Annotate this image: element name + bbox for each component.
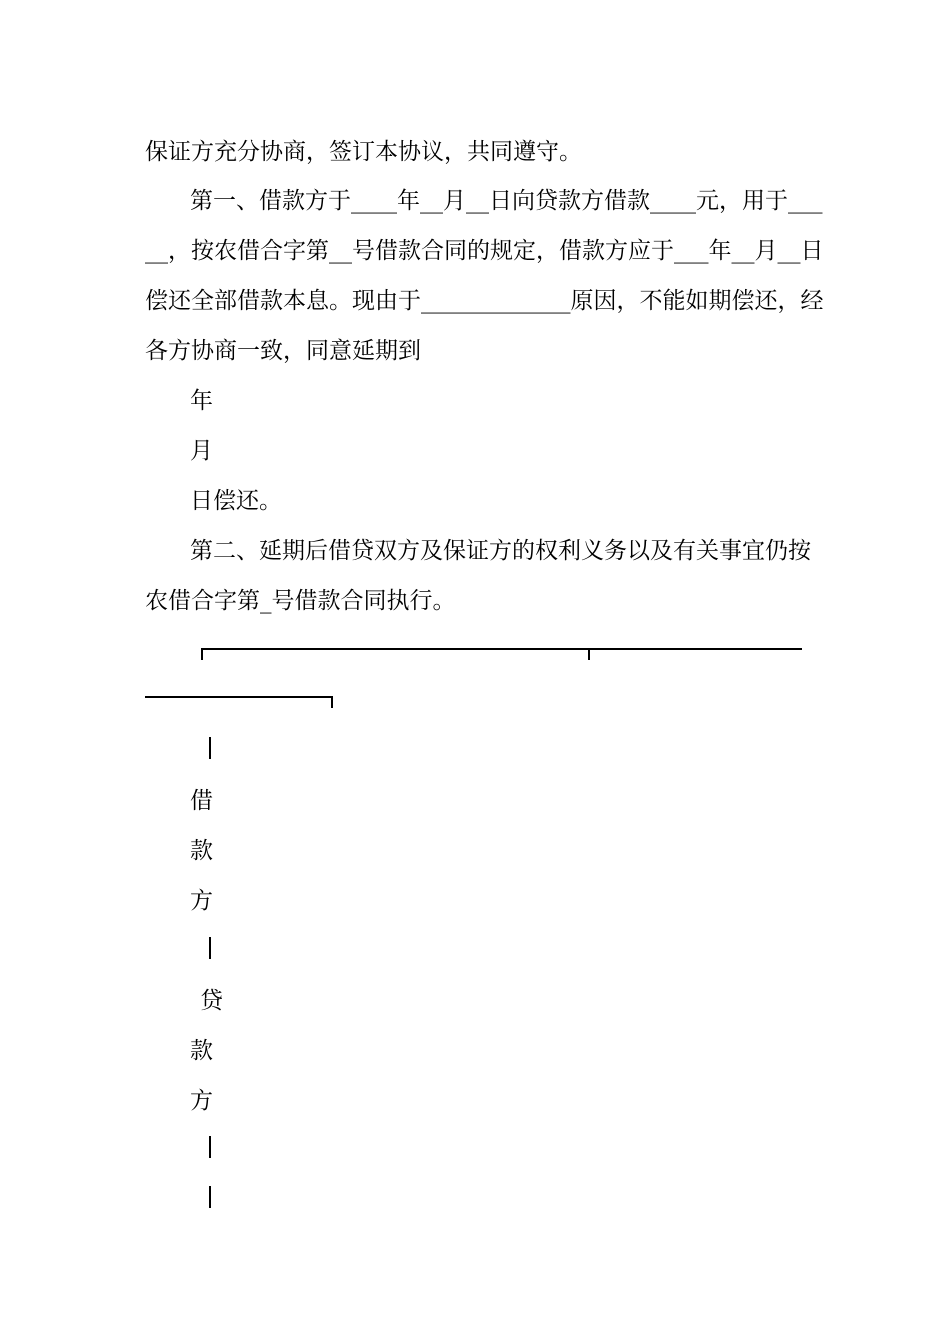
paragraph-line: 第一、借款方于____年__月__日向贷款方借款____元，用于___ — [190, 188, 823, 214]
table-top-rule-continued — [145, 696, 333, 698]
borrower-label-char: 借 — [190, 788, 213, 814]
paragraph-line: 各方协商一致，同意延期到 — [145, 338, 421, 364]
paragraph-line: __，按农借合字第__号借款合同的规定，借款方应于___年__月__日 — [145, 238, 824, 264]
paragraph-line: 偿还全部借款本息。现由于_____________原因，不能如期偿还，经 — [145, 288, 824, 314]
table-corner-right — [331, 696, 333, 708]
table-cell-border — [209, 937, 211, 959]
lender-label-char: 款 — [190, 1038, 213, 1064]
borrower-label-char: 款 — [190, 838, 213, 864]
table-cell-border — [209, 1136, 211, 1158]
table-corner-left — [201, 648, 203, 660]
table-top-rule — [201, 648, 802, 650]
lender-label-char: 方 — [190, 1088, 213, 1114]
table-cell-border — [209, 1186, 211, 1208]
paragraph-line: 月 — [190, 438, 213, 464]
table-cell-border — [209, 737, 211, 759]
borrower-label-char: 方 — [190, 888, 213, 914]
paragraph-line: 保证方充分协商，签订本协议，共同遵守。 — [145, 139, 582, 165]
paragraph-line: 年 — [190, 388, 213, 414]
paragraph-line: 农借合字第_号借款合同执行。 — [145, 588, 456, 614]
paragraph-line: 日偿还。 — [190, 488, 282, 514]
table-column-divider — [588, 648, 590, 660]
paragraph-line: 第二、延期后借贷双方及保证方的权利义务以及有关事宜仍按 — [190, 538, 811, 564]
lender-label-char: 贷 — [200, 988, 223, 1014]
